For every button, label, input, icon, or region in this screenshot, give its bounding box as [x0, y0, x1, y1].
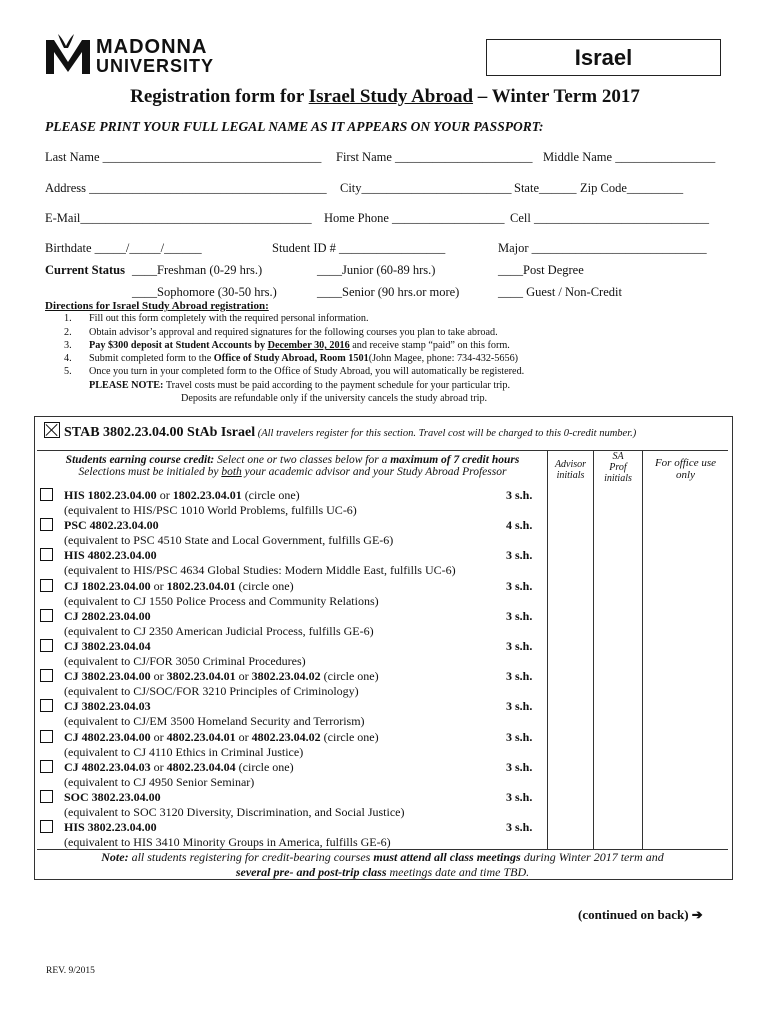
credit-hours: 3 s.h.: [506, 699, 533, 714]
course-name: CJ 3802.23.04.03: [64, 699, 151, 714]
course-name: HIS 4802.23.04.00: [64, 548, 157, 563]
course-checkbox[interactable]: [40, 548, 53, 561]
major-field[interactable]: Major ____________________________: [498, 241, 707, 255]
cell-field[interactable]: Cell ____________________________: [510, 211, 709, 225]
course-equivalent: (equivalent to CJ 4950 Senior Seminar): [64, 774, 255, 789]
direction-item: 5. Once you turn in your completed form to the Office of Study Abroad, you will automatically be registered.: [64, 366, 525, 377]
course-checkbox[interactable]: [40, 760, 53, 773]
address-field[interactable]: Address ______________________________________: [45, 181, 327, 195]
logo-line2: UNIVERSITY: [96, 56, 215, 76]
course-equivalent: (equivalent to CJ 1550 Police Process and Community Relations): [64, 593, 379, 608]
course-equivalent: (equivalent to SOC 3120 Diversity, Discrimination, and Social Justice): [64, 805, 405, 819]
credit-hours: 3 s.h.: [506, 639, 533, 653]
status-post-degree[interactable]: ____Post Degree: [498, 263, 584, 277]
status-sophomore[interactable]: ____Sophomore (30-50 hrs.): [132, 285, 277, 299]
status-senior[interactable]: ____Senior (90 hrs.or more): [317, 285, 460, 299]
zip-field[interactable]: Zip Code_________: [580, 181, 684, 195]
directions-heading: Directions for Israel Study Abroad registration:: [45, 300, 269, 312]
credit-hours: 3 s.h.: [506, 608, 533, 623]
course-equivalent: (equivalent to HIS/PSC 4634 Global Studies: Modern Middle East, fulfills UC-6): [64, 563, 456, 578]
divider: [547, 450, 548, 849]
course-equivalent: (equivalent to PSC 4510 State and Local Government, fulfills GE-6): [64, 533, 394, 548]
home-phone-field[interactable]: Home Phone __________________: [324, 211, 505, 225]
course-equivalent: (equivalent to CJ/FOR 3050 Criminal Procedures): [64, 654, 306, 668]
checked-box-icon[interactable]: [44, 422, 60, 438]
status-junior[interactable]: ____Junior (60-89 hrs.): [317, 263, 436, 277]
status-guest[interactable]: ____ Guest / Non-Credit: [498, 285, 622, 299]
divider: [593, 450, 594, 849]
course-table-header: Students earning course credit: Select one or two classes below for a maximum of 7 credit hours Selections must be initialed by both your academic advisor and your Study Abroad Professor: [65, 454, 520, 478]
advisor-initials-header: Advisor initials: [554, 459, 587, 481]
credit-hours: 3 s.h.: [506, 729, 533, 744]
passport-instruction: PLEASE PRINT YOUR FULL LEGAL NAME AS IT APPEARS ON YOUR PASSPORT:: [45, 119, 544, 134]
course-equivalent: (equivalent to CJ/EM 3500 Homeland Security and Terrorism): [64, 714, 365, 729]
course-checkbox[interactable]: [40, 639, 53, 652]
course-name: CJ 2802.23.04.00: [64, 608, 151, 623]
revision-label: REV. 9/2015: [46, 966, 95, 976]
credit-hours: 3 s.h.: [506, 759, 533, 774]
credit-hours: 3 s.h.: [506, 548, 533, 563]
course-name: CJ 3802.23.04.04: [64, 639, 151, 653]
direction-item: 3. Pay $300 deposit at Student Accounts by December 30, 2016 and receive stamp “paid” on this form.: [64, 340, 510, 351]
credit-hours: 3 s.h.: [506, 578, 533, 593]
logo-line1: MADONNA: [96, 36, 208, 58]
direction-item: 1. Fill out this form completely with the required personal information.: [64, 313, 369, 324]
credit-hours: 3 s.h.: [506, 669, 533, 684]
course-name: HIS 1802.23.04.00 or 1802.23.04.01 (circle one): [64, 488, 300, 502]
course-name: CJ 4802.23.04.00 or 4802.23.04.01 or 4802.23.04.02 (circle one): [64, 729, 379, 744]
sa-prof-initials-header: SA Prof initials: [604, 451, 632, 484]
course-name: SOC 3802.23.04.00: [64, 790, 161, 804]
first-name-field[interactable]: First Name ______________________: [336, 150, 533, 164]
course-equivalent: (equivalent to CJ 2350 American Judicial Process, fulfills GE-6): [64, 623, 374, 638]
course-name: CJ 1802.23.04.00 or 1802.23.04.01 (circle one): [64, 578, 294, 593]
student-id-field[interactable]: Student ID # _________________: [272, 241, 446, 255]
stab-section: STAB 3802.23.04.00 StAb Israel (All travelers register for this section. Travel cost will be charged to this 0-credit number.): [44, 422, 636, 441]
course-equivalent: (equivalent to CJ 4110 Ethics in Criminal Justice): [64, 744, 304, 759]
course-equivalent: (equivalent to CJ/SOC/FOR 3210 Principles of Criminology): [64, 684, 359, 699]
attendance-note: Note: all students registering for credit-bearing courses must attend all class meetings during Winter 2017 term and several pre- and post-trip class meetings date and time TBD.: [101, 850, 664, 879]
destination-box: Israel: [486, 39, 721, 76]
credit-hours: 4 s.h.: [506, 518, 533, 533]
page-title: Registration form for Israel Study Abroad – Winter Term 2017: [130, 86, 640, 107]
current-status-label: Current Status: [45, 263, 125, 277]
course-checkbox[interactable]: [40, 790, 53, 803]
course-checkbox[interactable]: [40, 579, 53, 592]
email-field[interactable]: E-Mail_____________________________________: [45, 211, 312, 225]
course-equivalent: (equivalent to HIS/PSC 1010 World Problems, fulfills UC-6): [64, 503, 357, 517]
direction-item: 4. Submit completed form to the Office of Study Abroad, Room 1501(John Magee, phone: 734-432-5656): [64, 353, 519, 364]
course-name: PSC 4802.23.04.00: [64, 518, 159, 533]
credit-hours: 3 s.h.: [506, 790, 533, 804]
direction-item: 2. Obtain advisor’s approval and required signatures for the following courses you plan to take abroad.: [64, 327, 498, 338]
course-checkbox[interactable]: [40, 820, 53, 833]
birthdate-field[interactable]: Birthdate _____/_____/______: [45, 241, 202, 255]
course-name: HIS 3802.23.04.00: [64, 820, 157, 835]
course-equivalent: (equivalent to HIS 3410 Minority Groups in America, fulfills GE-6): [64, 835, 391, 850]
state-field[interactable]: State______: [514, 181, 577, 195]
last-name-field[interactable]: Last Name ___________________________________: [45, 150, 322, 164]
credit-hours: 3 s.h.: [506, 820, 533, 835]
continued-on-back: (continued on back) ➔: [578, 907, 703, 922]
middle-name-field[interactable]: Middle Name ________________: [543, 150, 716, 164]
course-name: CJ 4802.23.04.03 or 4802.23.04.04 (circle one): [64, 759, 294, 774]
course-checkbox[interactable]: [40, 699, 53, 712]
please-note: PLEASE NOTE: Travel costs must be paid according to the payment schedule for your particular trip.: [89, 380, 511, 391]
course-checkbox[interactable]: [40, 669, 53, 682]
course-checkbox[interactable]: [40, 609, 53, 622]
course-checkbox[interactable]: [40, 488, 53, 501]
divider: [642, 450, 643, 849]
course-checkbox[interactable]: [40, 730, 53, 743]
office-use-header: For office use only: [654, 457, 717, 481]
deposit-note: Deposits are refundable only if the university cancels the study abroad trip.: [181, 393, 488, 404]
course-checkbox[interactable]: [40, 518, 53, 531]
status-freshman[interactable]: ____Freshman (0-29 hrs.): [132, 263, 263, 277]
course-name: CJ 3802.23.04.00 or 3802.23.04.01 or 3802.23.04.02 (circle one): [64, 669, 379, 684]
city-field[interactable]: City________________________: [340, 181, 512, 195]
credit-hours: 3 s.h.: [506, 488, 533, 502]
